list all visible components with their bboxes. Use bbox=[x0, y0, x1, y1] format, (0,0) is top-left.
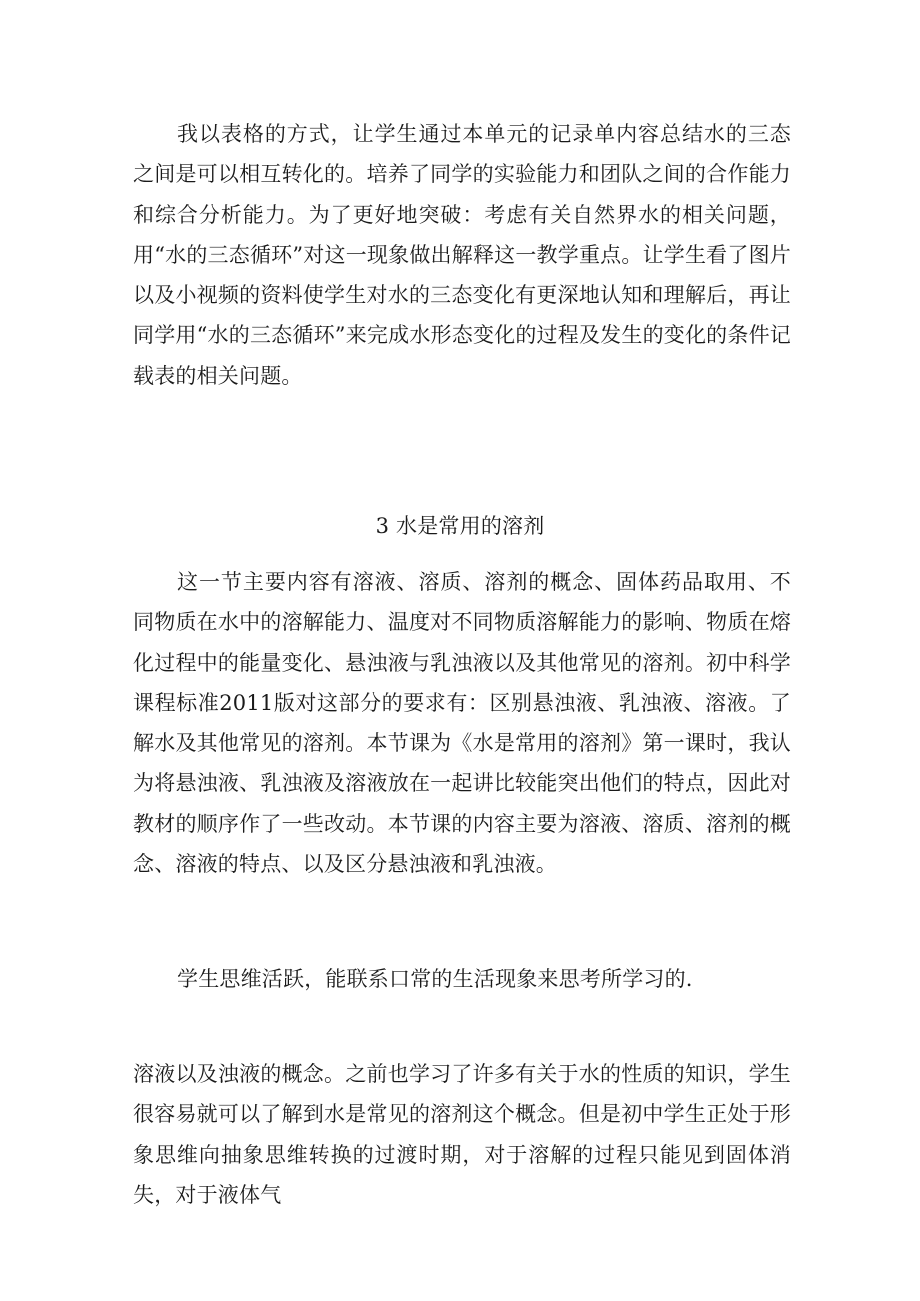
section-heading: 3 水是常用的溶剂 bbox=[375, 514, 545, 538]
paragraph-solution-overview: 这一节主要内容有溶液、溶质、溶剂的概念、固体药品取用、不同物质在水中的溶解能力、温度对不同物质溶解能力的影响、物质在熔化过程中的能量变化、悬浊液与乳浊液以及其他常见的溶剂。初中科学课程标准2011版对这部分的要求有：区别悬浊液、乳浊液、溶液。了解水及其他常见的溶剂。本节课为《水是常用的溶剂》第一课时，我认为将悬浊液、乳浊液及溶液放在一起讲比较能突出他们的特点，因此对教材的顺序作了一些改动。本节课的内容主要为溶液、溶质、溶剂的概念、溶液的特点、以及区分悬浊液和乳浊液。 bbox=[133, 570, 791, 877]
paragraph-water-states: 我以表格的方式，让学生通过本单元的记录单内容总结水的三态之间是可以相互转化的。培养了同学的实验能力和团队之间的合作能力和综合分析能力。为了更好地突破：考虑有关自然界水的相关问题，用“水的三态循环”对这一现象做出解释这一教学重点。让学生看了图片以及小视频的资料使学生对水的三态变化有更深地认知和理解后，再让同学用“水的三态循环”来完成水形态变化的过程及发生的变化的条件记载表的相关问题。 bbox=[133, 122, 791, 388]
paragraph-student-thinking: 学生思维活跃，能联系口常的生活现象来思考所学习的. bbox=[177, 967, 693, 991]
paragraph-solution-concepts: 溶液以及浊液的概念。之前也学习了许多有关于水的性质的知识，学生很容易就可以了解到水是常见的溶剂这个概念。但是初中学生正处于形象思维向抽象思维转换的过渡时期，对于溶解的过程只能见到固体消失，对于液体气 bbox=[133, 1062, 791, 1207]
